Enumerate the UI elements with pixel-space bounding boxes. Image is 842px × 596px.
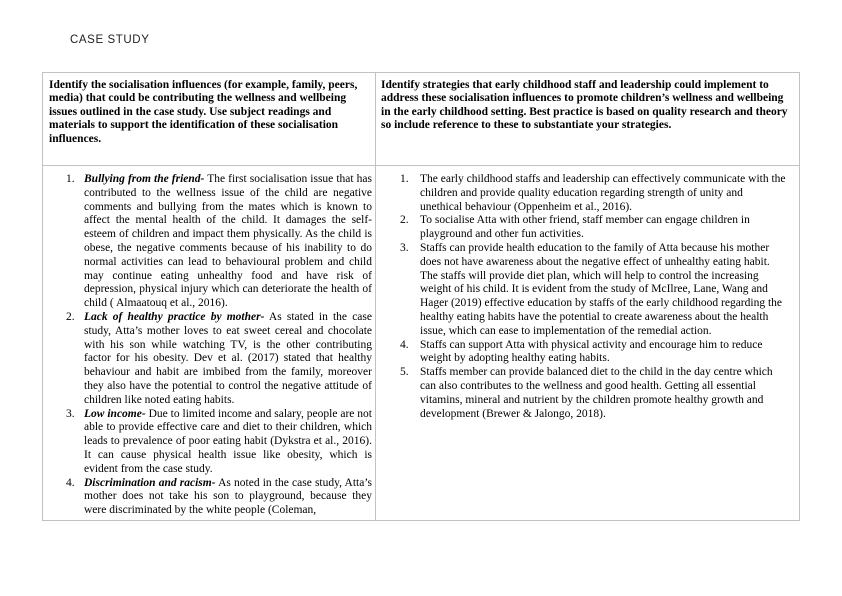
list-item-lead: Low income-	[84, 407, 146, 420]
list-number: 4.	[66, 476, 75, 489]
list-item-text: As stated in the case study, Atta’s mother loves to eat sweet cereal and chocolate with his son while watching TV, is the other contributing factor for his obesity. Dev et al. (2017) stated that healthy behaviour and habit are imbibed from the family, moreover they also have the potential to control the negative attitude of children like noted eating habits.	[84, 310, 372, 406]
list-item-text: Staffs member can provide balanced diet to the child in the day centre which can also contributes to the wellness and good health. Getting all essential vitamins, mineral and nutrient by the children promote healthy growth and development (Brewer & Jalongo, 2018).	[420, 366, 773, 420]
list-item-text: As noted in the case study, Atta’s mother does not take his son to playground, because they were discriminated by the white people (Coleman,	[84, 476, 372, 517]
list-number: 4.	[400, 338, 409, 351]
table-body-row	[43, 166, 799, 520]
list-number: 2.	[66, 310, 75, 323]
list-number: 3.	[66, 407, 75, 420]
list-item	[376, 366, 799, 421]
list-number: 3.	[400, 241, 409, 254]
header-cell-influences: Identify the socialisation influences (for example, family, peers, media) that could be contributing the wellness and wellbeing issues outlined in the case study. Use subject readings and materials to support the identification of these socialisation influences.	[43, 73, 376, 165]
list-item	[376, 242, 799, 339]
list-item	[43, 311, 375, 408]
list-item	[43, 477, 375, 518]
list-item-lead: Bullying from the friend-	[84, 173, 205, 185]
table-header-row	[43, 73, 799, 166]
list-number: 5.	[400, 366, 409, 379]
case-study-table	[42, 72, 800, 521]
list-item-lead: Lack of healthy practice by mother-	[84, 310, 265, 323]
list-number: 1.	[400, 173, 409, 185]
list-item-text: To socialise Atta with other friend, staff member can engage children in playground and other fun activities.	[420, 214, 750, 241]
list-item-text: Staffs can support Atta with physical activity and encourage him to reduce weight by adopting healthy eating habits.	[420, 338, 763, 365]
list-item	[376, 339, 799, 367]
strategies-cell	[376, 166, 799, 520]
header-cell-strategies: Identify strategies that early childhood staff and leadership could implement to address these socialisation influences to promote children’s wellness and wellbeing in the early childhood setting. Best practice is based on quality research and theory so include reference to these to substantiate your strategies.	[381, 79, 788, 132]
list-item-text: Staffs can provide health education to the family of Atta because his mother does not have awareness about the negative effect of unhealthy eating habit. The staffs will provide diet plan, which will help to control the increasing weight of his child. It is evident from the study of McIlree, Lane, Wang and Hager (2019) effective education by staffs of the early childhood regarding the healthy eating habits have the potential to create awareness about the health issue, which can ease to implementation of the remedial action.	[420, 241, 783, 337]
list-number: 2.	[400, 214, 409, 227]
influences-list	[43, 173, 375, 518]
list-item	[376, 214, 799, 242]
list-item-text: The first socialisation issue that has contributed to the wellness issue of the child are negative comments and bullying from the mates which is known to affect the mental health of the child. It damages the self-esteem of children and impact them physically. As the child is obese, the negative comments because of his inability to do normal activities can lead to behavioural problem and child may continue eating unhealthy food and have risk of depression, physical injury which can deteriorate the health of child ( Almaatouq et al., 2016).	[84, 173, 372, 310]
list-item	[43, 408, 375, 477]
list-item-text: The early childhood staffs and leadership can effectively communicate with the children and provide quality education regarding strength of unity and unethical behaviour (Oppenheim et al., 2016).	[420, 173, 786, 213]
page-title: CASE STUDY	[70, 34, 150, 46]
list-item-text: Due to limited income and salary, people are not able to provide effective care and diet to their children, which leads to prevalence of poor eating habit (Dykstra et al., 2016). It can cause physical health issue like obesity, which is evident from the case study.	[84, 407, 372, 475]
list-item	[43, 173, 375, 311]
list-number: 1.	[66, 173, 75, 185]
list-item-lead: Discrimination and racism-	[84, 476, 216, 489]
influences-cell	[43, 166, 376, 520]
list-item	[376, 173, 799, 214]
strategies-list	[376, 173, 799, 421]
